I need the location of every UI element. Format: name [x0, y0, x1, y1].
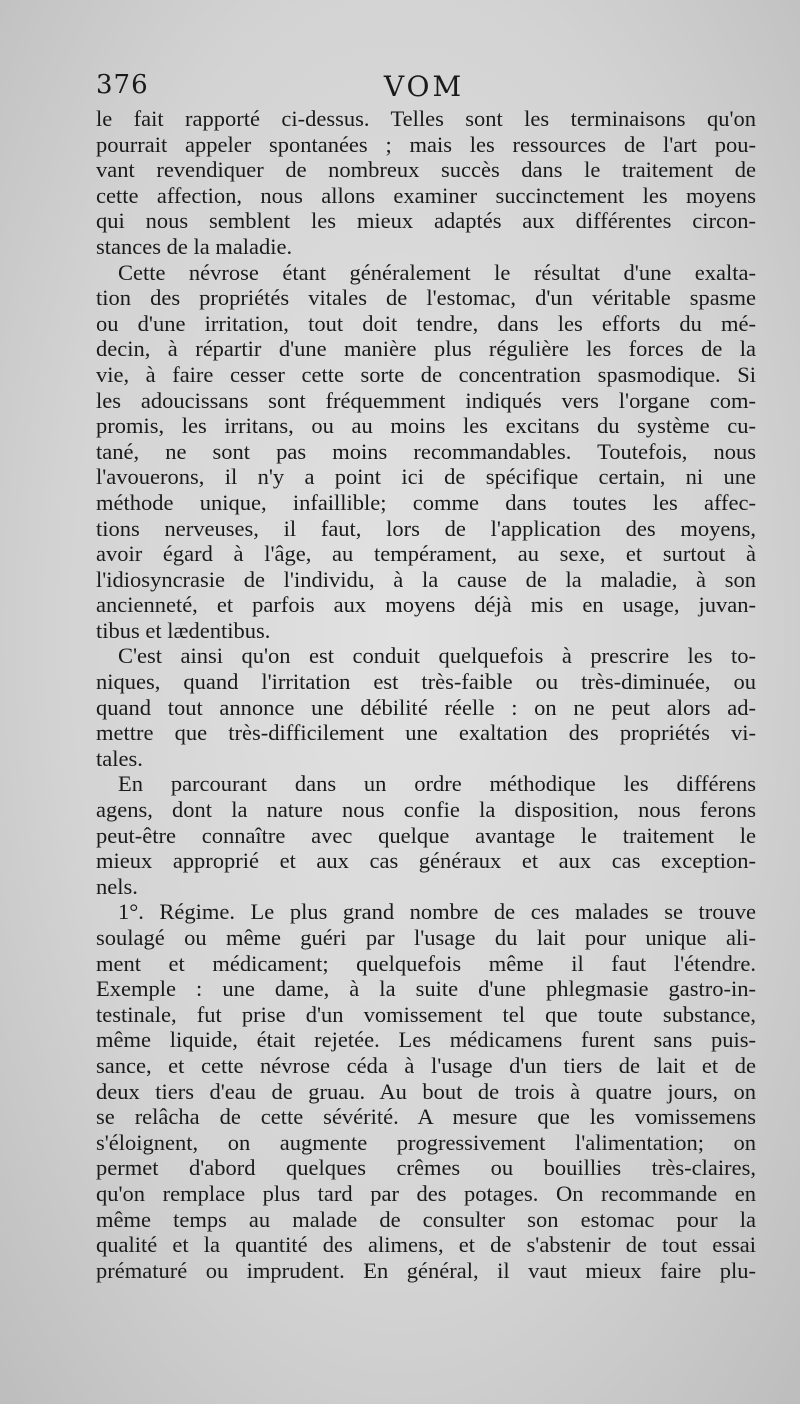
text-line: l'avouerons, il n'y a point ici de spécifique certain, ni une [96, 464, 756, 490]
text-line: le fait rapporté ci-dessus. Telles sont les terminaisons qu'on [96, 106, 756, 131]
text-line: ment et médicament; quelquefois même il faut l'étendre. [96, 950, 756, 976]
text-line: tané, ne sont pas moins recommandables. Toutefois, nous [96, 438, 756, 464]
text-line: se relâcha de cette sévérité. A mesure que les vomissemens [96, 1104, 756, 1130]
text-line: niques, quand l'irritation est très-faible ou très-diminuée, ou [96, 669, 756, 695]
text-line: vie, à faire cesser cette sorte de concentration spasmodique. Si [96, 361, 756, 387]
running-head: VOM [383, 70, 465, 103]
text-line: l'idiosyncrasie de l'individu, à la cause de la maladie, à son [96, 566, 756, 592]
text-line: prématuré ou imprudent. En général, il vaut mieux faire plu- [96, 1257, 756, 1283]
paragraph [96, 643, 756, 771]
text-line: agens, dont la nature nous confie la disposition, nous ferons [96, 797, 756, 823]
text-line: qu'on remplace plus tard par des potages. On recommande en [96, 1180, 756, 1206]
body-text [96, 106, 756, 1283]
paragraph [96, 899, 756, 1283]
text-line: avoir égard à l'âge, au tempérament, au sexe, et surtout à [96, 541, 756, 567]
text-line: mieux approprié et aux cas généraux et aux cas exception- [96, 848, 756, 874]
paragraph [96, 771, 756, 899]
text-line: qui nous semblent les mieux adaptés aux différentes circon- [96, 208, 756, 234]
text-line: tion des propriétés vitales de l'estomac, d'un véritable spasme [96, 285, 756, 311]
text-line: s'éloignent, on augmente progressivement l'alimentation; on [96, 1129, 756, 1155]
paragraph [96, 260, 756, 644]
text-line: permet d'abord quelques crêmes ou bouillies très-claires, [96, 1155, 756, 1181]
text-line: méthode unique, infaillible; comme dans toutes les affec- [96, 489, 756, 515]
text-line: stances de la maladie. [96, 233, 293, 259]
page-header [96, 70, 752, 110]
text-line: tales. [96, 745, 143, 771]
text-line: sance, et cette névrose céda à l'usage d'un tiers de lait et de [96, 1052, 756, 1078]
text-line: pourrait appeler spontanées ; mais les ressources de l'art pou- [96, 131, 756, 157]
text-line: qualité et la quantité des alimens, et de s'abstenir de tout essai [96, 1232, 756, 1258]
text-line: nels. [96, 873, 138, 899]
text-line: testinale, fut prise d'un vomissement tel que toute substance, [96, 1001, 756, 1027]
text-line: En parcourant dans un ordre méthodique les différens [118, 771, 756, 797]
text-line: tions nerveuses, il faut, lors de l'application des moyens, [96, 515, 756, 541]
text-line: promis, les irritans, ou au moins les excitans du système cu- [96, 413, 756, 439]
text-line: tibus et lædentibus. [96, 617, 271, 643]
text-line: peut-être connaître avec quelque avantage le traitement le [96, 822, 756, 848]
text-line: Exemple : une dame, à la suite d'une phlegmasie gastro-in- [96, 976, 756, 1002]
text-line: mettre que très-difficilement une exaltation des propriétés vi- [96, 720, 756, 746]
text-line: deux tiers d'eau de gruau. Au bout de trois à quatre jours, on [96, 1078, 756, 1104]
text-line: decin, à répartir d'une manière plus régulière les forces de la [96, 336, 756, 362]
text-line: C'est ainsi qu'on est conduit quelquefois à prescrire les to- [118, 643, 756, 669]
text-line: soulagé ou même guéri par l'usage du lait pour unique ali- [96, 925, 756, 950]
text-line: ou d'une irritation, tout doit tendre, dans les efforts du mé- [96, 310, 756, 336]
text-line: même liquide, était rejetée. Les médicamens furent sans puis- [96, 1027, 756, 1053]
text-line: les adoucissans sont fréquemment indiqués vers l'organe com- [96, 387, 756, 413]
text-line: 1°. Régime. Le plus grand nombre de ces malades se trouve [118, 899, 756, 925]
text-line: quand tout annonce une débilité réelle : on ne peut alors ad- [96, 694, 756, 720]
page-number: 376 [96, 70, 149, 100]
text-line: Cette névrose étant généralement le résultat d'une exalta- [118, 259, 756, 285]
text-line: même temps au malade de consulter son estomac pour la [96, 1206, 756, 1232]
text-line: cette affection, nous allons examiner succinctement les moyens [96, 182, 756, 208]
text-line: vant revendiquer de nombreux succès dans le traitement de [96, 157, 756, 183]
paragraph [96, 106, 756, 260]
text-line: ancienneté, et parfois aux moyens déjà mis en usage, juvan- [96, 592, 756, 618]
